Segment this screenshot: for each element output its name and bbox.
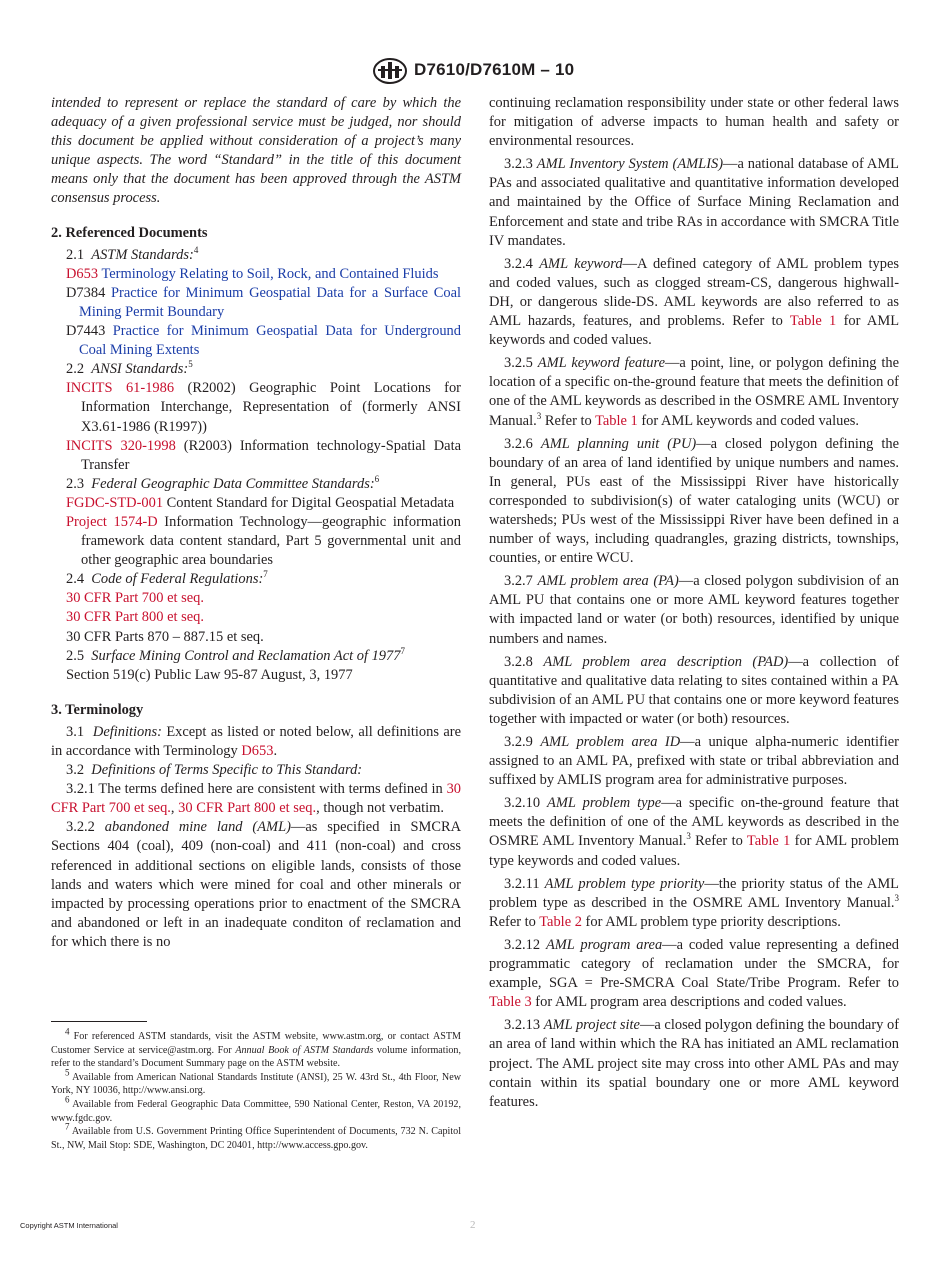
subsection-3-2: 3.2 Definitions of Terms Specific to This Standard: (66, 762, 363, 779)
footnote-4: $^4$ For referenced ASTM standards, visit the ASTM website, www.astm.org, or contact ASTM Customer Service at service@astm.org. For Annual Book of ASTM Standards volume information, refer to the standard’s Document Summary page on the ASTM website. (51, 1026, 462, 1070)
continuation-paragraph: continuing reclamation responsibility under state or other federal laws for mitigation of adverse impacts to human health and safety or environmental resources. (489, 95, 899, 150)
definition-3-2-9: 3.2.9 AML problem area ID—a unique alpha-numeric identifier assigned to an AML PA, prefixed with state or tribal abbreviation and suffixed by AMLIS program area for administrative purposes. (489, 734, 899, 789)
reference-cfr-700 (51, 589, 461, 608)
page-header (0, 58, 950, 84)
footnote-6: $^6$ Available from Federal Geographic Data Committee, 590 National Center, Reston, VA 20192, www.fgdc.gov. (51, 1094, 461, 1124)
d653-link[interactable]: D653 (66, 265, 99, 282)
cfr-700-ref-link[interactable]: 30 CFR Part 700 et seq. (51, 781, 461, 817)
left-column (51, 94, 461, 952)
table-3-link[interactable]: Table 3 (489, 994, 532, 1011)
table-2-link[interactable]: Table 2 (539, 913, 582, 930)
definition-3-2-5: 3.2.5 AML keyword feature—a point, line, or polygon defining the location of a specific on-the-ground feature that meets the definition of one of the AML keywords as described in the OSMRE AML Inventory Manual.$^3$ Refer to Table 1 for AML keywords and coded values. (489, 355, 899, 429)
definition-3-2-8: 3.2.8 AML problem area description (PAD)—a collection of quantitative and qualitative data relating to sites contained within a PA subdivision of an AML PU that contains one or more keyword features together with impacted or water (or both) resources. (489, 653, 900, 727)
reference-d7384: D7384 Practice for Minimum Geospatial Data for a Surface Coal Mining Permit Boundary (66, 284, 461, 320)
definition-3-2-2: 3.2.2 abandoned mine land (AML)—as specified in SMCRA Sections 404 (coal), 409 (non-coal) and 411 (non-coal) and cross referenced in additional sections on eligible lands, consists of those lands and waters which were mined for coal and other minerals or impacted by processing operations prior to enactment of the SMCRA and abandoned or left in an inadequate conditon of reclamation and for which there is no (51, 819, 462, 950)
subsection-2-1: 2.1 ASTM Standards:$^4$ (66, 244, 199, 263)
incits-320-link[interactable]: INCITS 320-1998 (66, 437, 176, 454)
table-1-link[interactable]: Table 1 (746, 833, 791, 850)
d653-ref-link[interactable]: D653 (241, 743, 274, 759)
subsection-3-1: 3.1 Definitions: Except as listed or noted below, all definitions are in accordance with Terminology D653. (51, 723, 461, 759)
definition-3-2-4: 3.2.4 AML keyword—A defined category of AML problem types and coded values, such as clogged stream-CS, dangerous highwall-DH, or dangerous slide-DS. AML keywords are also referred to as AML hazards, features, and problems. Refer to Table 1 for AML keywords and coded values. (489, 255, 900, 349)
footnotes (51, 1026, 462, 1152)
footnote-7: $^7$ Available from U.S. Government Printing Office Superintendent of Documents, 732 N. Capitol St., NW, Mail Stop: SDE, Washington, DC 20401, http://www.access.gpo.gov. (51, 1121, 461, 1151)
definition-3-2-10: 3.2.10 AML problem type—a specific on-the-ground feature that meets the definition of one of the AML keywords as described in the OSMRE AML Inventory Manual.$^3$ Refer to Table 1 for AML problem type keywords and coded values. (489, 795, 900, 869)
subsection-2-3: 2.3 Federal Geographic Data Committee Standards:$^6$ (66, 473, 380, 492)
reference-cfr-870: 30 CFR Parts 870 – 887.15 et seq. (66, 628, 264, 645)
reference-d7443: D7443 Practice for Minimum Geospatial Data for Underground Coal Mining Extents (66, 323, 461, 359)
d7443-title-link[interactable]: Practice for Minimum Geospatial Data for Underground Coal Mining Extents (79, 323, 461, 359)
cfr-700-link[interactable]: 30 CFR Part 700 et seq. (66, 590, 204, 607)
table-1-link[interactable]: Table 1 (595, 412, 638, 429)
reference-incits-320: INCITS 320-1998 (R2003) Information technology-Spatial Data Transfer (66, 437, 462, 473)
footnote-rule (51, 1021, 147, 1022)
section-3-heading: 3. Terminology (51, 701, 144, 718)
section-2-heading: 2. Referenced Documents (51, 224, 208, 241)
incits-61-link[interactable]: INCITS 61-1986 (66, 380, 175, 397)
reference-incits-61: INCITS 61-1986 (R2002) Geographic Point Locations for Information Interchange, Representation of (formerly ANSI X3.61-1986 (R1997)) (66, 380, 461, 435)
definition-3-2-3: 3.2.3 AML Inventory System (AMLIS)—a national database of AML PAs and associated qualitative and quantitative information developed and maintained by the Office of Surface Mining Reclamation and Enforcement and state and tribe RAs in accordance with SMCRA Title IV mandates. (489, 156, 899, 249)
d7384-title-link[interactable]: Practice for Minimum Geospatial Data for a Surface Coal Mining Permit Boundary (79, 284, 461, 320)
reference-public-law: Section 519(c) Public Law 95-87 August, 3, 1977 (66, 666, 353, 683)
definition-3-2-7: 3.2.7 AML problem area (PA)—a closed polygon subdivision of an AML PU that contains one or more AML keyword features together with impacted land or water (or both) resources, identified by unique numbers and names. (489, 573, 899, 647)
subsection-2-2: 2.2 ANSI Standards:$^5$ (66, 359, 193, 378)
reference-d653 (51, 265, 461, 284)
project-1574-link[interactable]: Project 1574-D (66, 513, 158, 530)
cfr-800-ref-link[interactable]: 30 CFR Part 800 et seq. (178, 800, 317, 817)
definition-3-2-6: 3.2.6 AML planning unit (PU)—a closed polygon defining the boundary of an area of land identified by unique numbers and names. In general, PUs east of the Mississippi River have historically corresponded to subdivision(s) of water cataloging units (WCU) or watersheds; PUs west of the Mississippi River have been defined in a number of ways, including quadrangles, grazing districts, townships, counties, or entire WCU. (489, 435, 900, 567)
fgdc-link[interactable]: FGDC-STD-001 (66, 494, 164, 511)
cfr-800-link[interactable]: 30 CFR Part 800 et seq. (66, 609, 204, 626)
page-number: 2 (470, 1219, 476, 1231)
standard-designation: D7610/D7610M – 10 (414, 60, 575, 79)
subsection-2-4: 2.4 Code of Federal Regulations:$^7$ (66, 569, 268, 588)
intro-paragraph: intended to represent or replace the standard of care by which the adequacy of a given professional service must be judged, nor should this document be applied without consideration of a project’s many unique aspects. The word “Standard” in the title of this document means only that the document has been approved through the ASTM consensus process. (51, 95, 461, 207)
reference-project-1574: Project 1574-D Information Technology—geographic information framework data content standard, Part 5 governmental unit and other geographic area boundaries (66, 513, 461, 569)
right-column (489, 94, 899, 1112)
definition-3-2-13: 3.2.13 AML project site—a closed polygon defining the boundary of an area of land within which the RA has initiated an AML reclamation project. The AML project site may cross into other AML PAs and may contain within its spatial boundary one or more AML keyword features. (489, 1017, 900, 1110)
copyright-notice: Copyright ASTM International (20, 1221, 118, 1230)
reference-fgdc: FGDC-STD-001 Content Standard for Digital Geospatial Metadata (66, 494, 455, 511)
definition-3-2-12: 3.2.12 AML program area—a coded value representing a defined programmatic category of reclamation under the SMCRA, for example, SGA = Pre-SMCRA Coal State/Tribe Program. Refer to Table 3 for AML program area descriptions and coded values. (489, 936, 900, 1011)
footnote-5: $^5$ Available from American National Standards Institute (ANSI), 25 W. 43rd St., 4th Floor, New York, NY 10036, http://www.ansi.org. (51, 1067, 461, 1097)
d653-title-link[interactable]: Terminology Relating to Soil, Rock, and Contained Fluids (101, 265, 439, 282)
subsection-2-5: 2.5 Surface Mining Control and Reclamation Act of 1977$^7$ (66, 645, 405, 664)
astm-logo-icon (372, 58, 408, 84)
definition-3-2-1: 3.2.1 The terms defined here are consistent with terms defined in 30 CFR Part 700 et seq., 30 CFR Part 800 et seq., though not verbatim. (51, 781, 461, 817)
definition-3-2-11: 3.2.11 AML problem type priority—the priority status of the AML problem type as described in the OSMRE AML Inventory Manual.$^3$ Refer to Table 2 for AML problem type priority descriptions. (489, 875, 899, 930)
reference-cfr-800 (51, 608, 461, 627)
table-1-link[interactable]: Table 1 (789, 313, 837, 330)
